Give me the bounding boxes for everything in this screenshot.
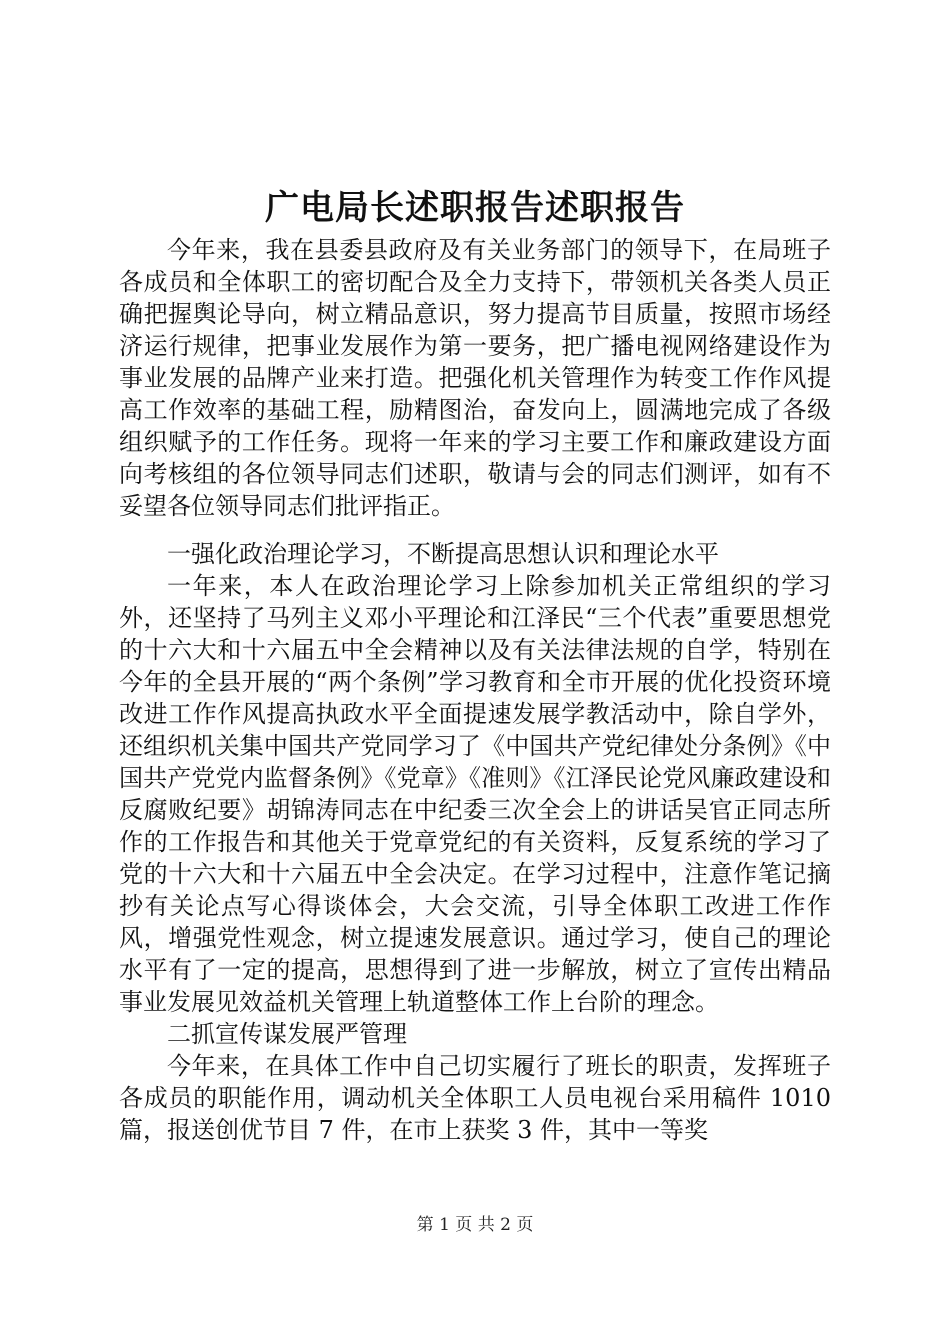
section1-paragraph: 一年来，本人在政治理论学习上除参加机关正常组织的学习外，还坚持了马列主义邓小平理论和江泽民“三个代表”重要思想党的十六大和十六届五中全会精神以及有关法律法规的自学，特别在今年的全县开展的“两个条例”学习教育和全市开展的优化投资环境改进工作作风提高执政水平全面提速发展学教活动中，除自学外，还组织机关集中国共产党同学习了《中国共产党纪律处分条例》《中国共产党党内监督条例》《党章》《准则》《江泽民论党风廉政建设和反腐败纪要》胡锦涛同志在中纪委三次全会上的讲话吴官正同志所作的工作报告和其他关于党章党纪的有关资料，反复系统的学习了党的十六大和十六届五中全会决定。在学习过程中，注意作笔记摘抄有关论点写心得谈体会，大会交流，引导全体职工改进工作作风，增强党性观念，树立提速发展意识。通过学习，使自己的理论水平有了一定的提高，思想得到了进一步解放，树立了宣传出精品事业发展见效益机关管理上轨道整体工作上台阶的理念。	[119, 572, 831, 1016]
section1-heading: 一强化政治理论学习，不断提高思想认识和理论水平	[167, 540, 719, 568]
section2-heading: 二抓宣传谋发展严管理	[167, 1020, 407, 1048]
intro-block	[119, 234, 831, 522]
intro-paragraph: 今年来，我在县委县政府及有关业务部门的领导下，在局班子各成员和全体职工的密切配合及全力支持下，带领机关各类人员正确把握舆论导向，树立精品意识，努力提高节目质量，按照市场经济运行规律，把事业发展作为第一要务，把广播电视网络建设作为事业发展的品牌产业来打造。把强化机关管理作为转变工作作风提高工作效率的基础工程，励精图治，奋发向上，圆满地完成了各级组织赋予的工作任务。现将一年来的学习主要工作和廉政建设方面向考核组的各位领导同志们述职，敬请与会的同志们测评，如有不妥望各位领导同志们批评指正。	[119, 236, 831, 520]
section2-paragraph: 今年来，在具体工作中自己切实履行了班长的职责，发挥班子各成员的职能作用，调动机关全体职工人员电视台采用稿件 1010 篇，报送创优节目 7 件，在市上获奖 3 件，其中一等奖	[119, 1052, 831, 1144]
page-footer: 第 1 页 共 2 页	[416, 1215, 534, 1235]
main-content-block	[119, 538, 831, 1146]
document-title: 广电局长述职报告述职报告	[265, 188, 685, 228]
